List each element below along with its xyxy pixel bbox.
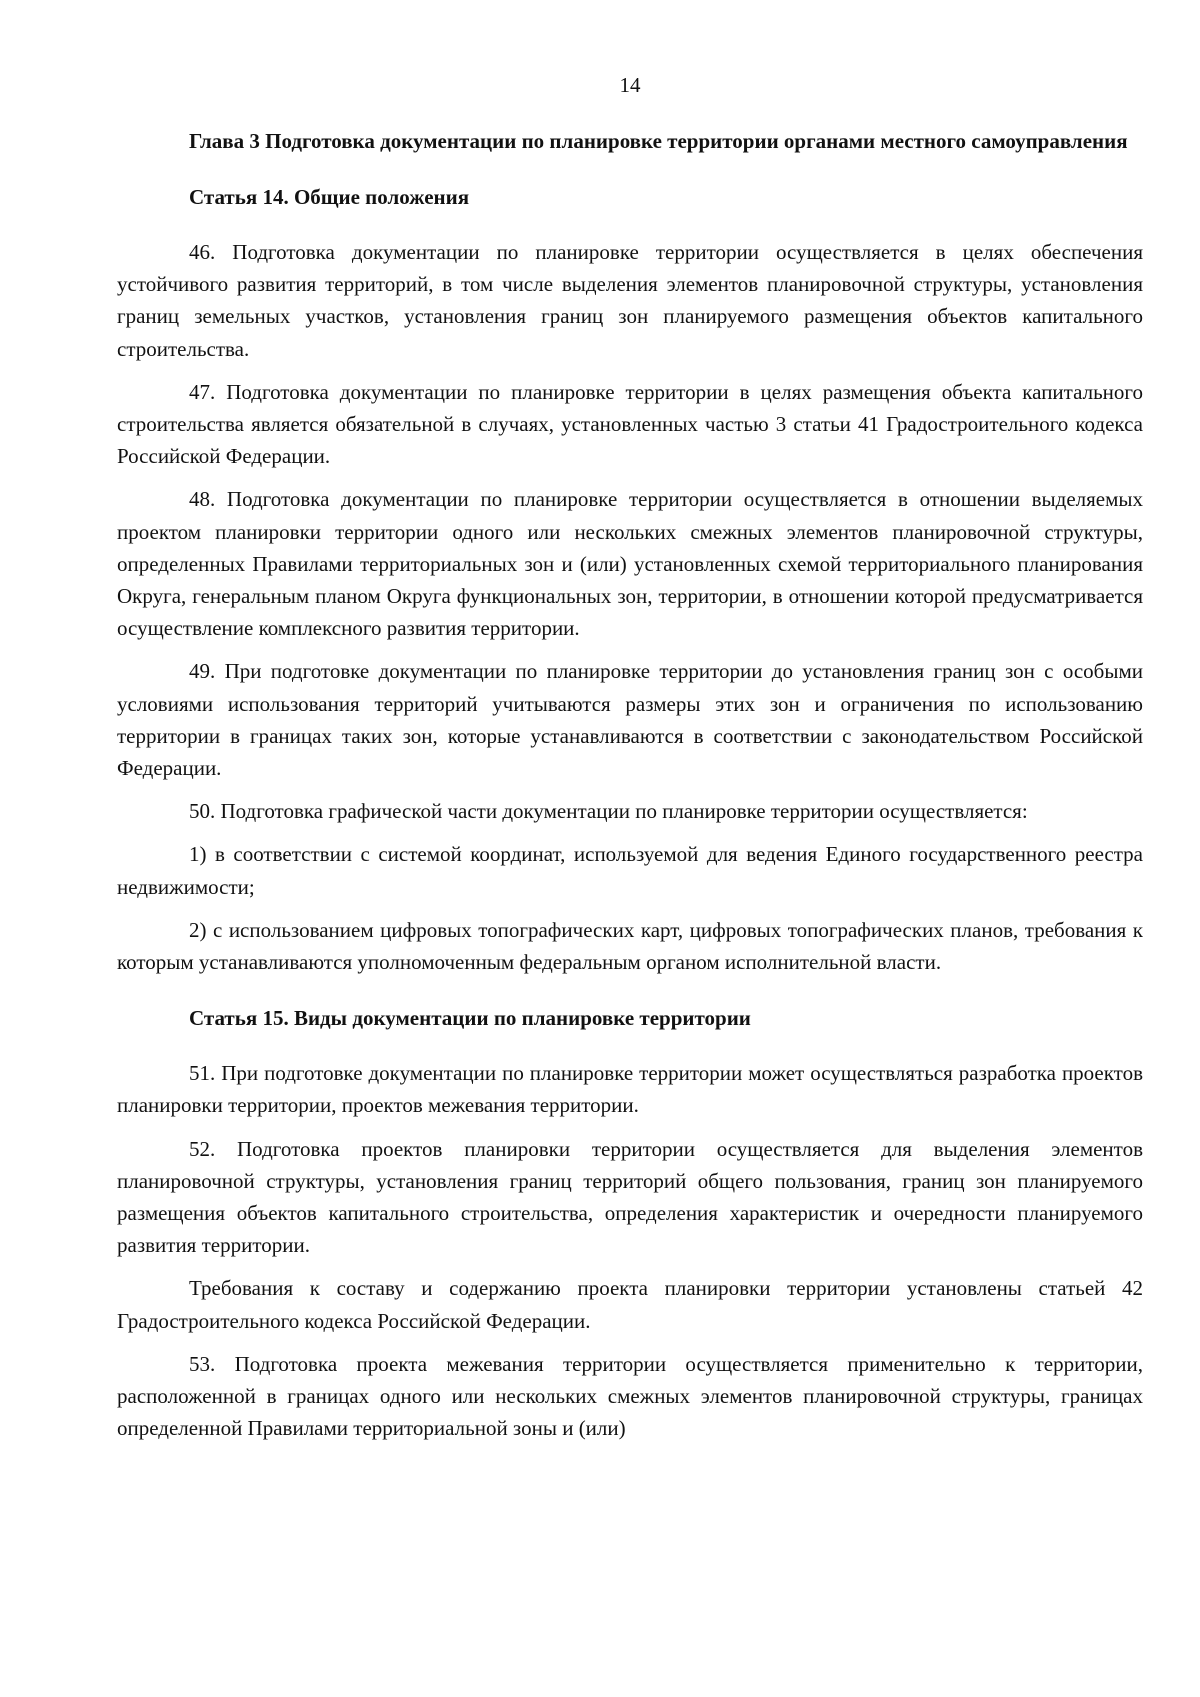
paragraph-51: 51. При подготовке документации по планировке территории может осуществляться разработка проектов планировки территории, проектов межевания территории. (117, 1061, 1143, 1118)
paragraph-46: 46. Подготовка документации по планировке территории осуществляется в целях обеспечения устойчивого развития территорий, в том числе выделения элементов планировочной структуры, установления границ земельных участков, установления границ зон планируемого размещения объектов капитального строительства. (117, 240, 1143, 361)
page-content (117, 125, 1143, 1456)
paragraph-50: 50. Подготовка графической части документации по планировке территории осуществляется: (189, 799, 1028, 824)
paragraph-50-item-1: 1) в соответствии с системой координат, используемой для ведения Единого государственного реестра недвижимости; (117, 842, 1143, 899)
chapter-heading: Глава 3 Подготовка документации по планировке территории органами местного самоуправления (189, 129, 1128, 153)
paragraph-52-requirements: Требования к составу и содержанию проекта планировки территории установлены статьей 42 Градостроительного кодекса Российской Федерации. (117, 1276, 1143, 1333)
paragraph-49: 49. При подготовке документации по планировке территории до установления границ зон с особыми условиями использования территорий учитываются размеры этих зон и ограничения по использованию территории в границах таких зон, которые устанавливаются в соответствии с законодательством Российской Федерации. (117, 659, 1143, 781)
paragraph-52: 52. Подготовка проектов планировки территории осуществляется для выделения элементов планировочной структуры, установления границ территорий общего пользования, границ зон планируемого размещения объектов капитального строительства, определения характеристик и очередности планируемого развития территории. (117, 1136, 1143, 1258)
article-15-heading: Статья 15. Виды документации по планировке территории (189, 1006, 751, 1031)
page-number: 14 (619, 73, 641, 97)
paragraph-53: 53. Подготовка проекта межевания территории осуществляется применительно к территории, расположенной в границах одного или нескольких смежных элементов планировочной структуры, границах определенной Правилами территориальной зоны и (или) (117, 1351, 1143, 1441)
article-14-heading: Статья 14. Общие положения (189, 185, 470, 209)
paragraph-48: 48. Подготовка документации по планировке территории осуществляется в отношении выделяемых проектом планировки территории одного или нескольких смежных элементов планировочной структуры, определенных Правилами территориальных зон и (или) установленных схемой территориального планирования Округа, генеральным планом Округа функциональных зон, территории, в отношении которой предусматривается осуществление комплексного развития территории. (117, 487, 1143, 641)
paragraph-50-item-2: 2) с использованием цифровых топографических карт, цифровых топографических планов, требования к которым устанавливаются уполномоченным федеральным органом исполнительной власти. (117, 917, 1143, 975)
paragraph-47: 47. Подготовка документации по планировке территории в целях размещения объекта капитального строительства является обязательной в случаях, установленных частью 3 статьи 41 Градостроительного кодекса Российской Федерации. (117, 379, 1143, 469)
